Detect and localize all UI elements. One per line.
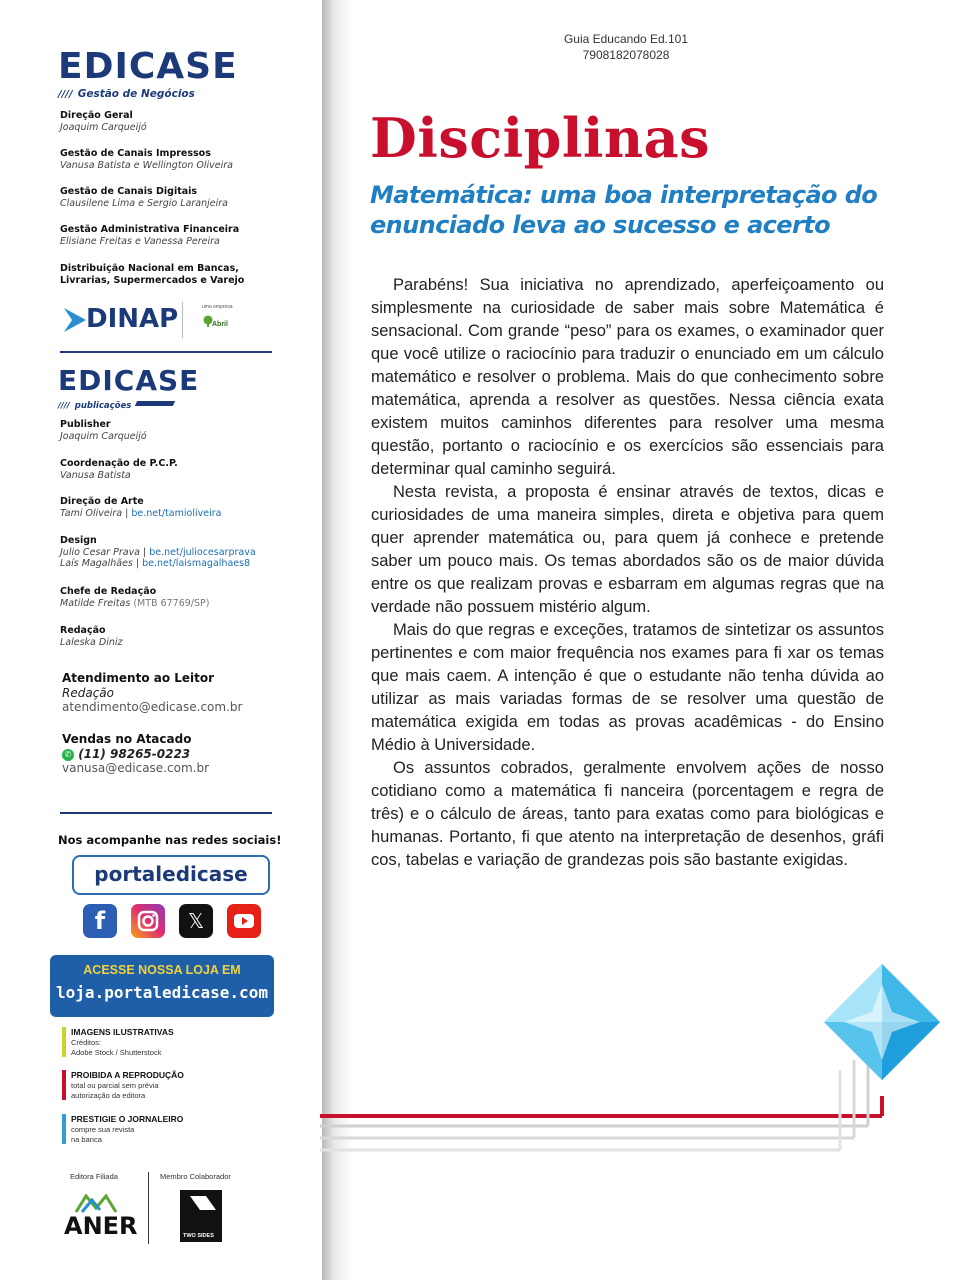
portfolio-link[interactable]: be.net/juliocesarprava [149,547,256,558]
credit-publisher [60,419,310,442]
credit-person: Julio Cesar Prava [60,547,141,558]
credit-adm-financeira [60,224,310,247]
dinap-logo [62,302,272,340]
notice-text: Créditos: [71,1038,102,1047]
credit-name: Elisiane Freitas e Vanessa Pereira [60,236,220,247]
credit-role: Design [60,535,97,546]
credit-canais-digitais [60,186,310,209]
logo-sub-text: Gestão de Negócios [77,88,195,100]
notice-title: IMAGENS ILUSTRATIVAS [71,1027,174,1037]
social-title: Nos acompanhe nas redes sociais! [58,833,282,847]
divider [182,302,183,338]
page-subtitle: Matemática: uma boa interpretação do enunciado leva ao sucesso e acerto [370,181,878,239]
star-diamond-icon [824,964,940,1080]
notice-reproduction [62,1070,291,1100]
shop-line1: ACESSE NOSSA LOJA EM [83,963,241,977]
credit-pcp [60,458,310,481]
credit-redacao [60,625,310,648]
youtube-icon[interactable] [227,904,261,938]
wholesale-phone[interactable]: (11) 98265-0223 [78,747,191,761]
credit-canais-impressos [60,148,310,171]
divider [148,1172,149,1244]
notice-text: na banca [71,1134,102,1144]
wholesale-email[interactable]: vanusa@edicase.com.br [62,761,209,775]
wholesale-info [62,732,312,776]
credit-role: Direção Geral [60,110,133,121]
edicase-gestao-logo [58,48,238,101]
divider [60,812,272,814]
edicase-publicacoes-logo [58,366,199,412]
issue-title: Guia Educando Ed.101 [563,32,689,46]
facebook-icon[interactable]: f [83,904,117,938]
wholesale-title: Vendas no Atacado [62,732,192,746]
credit-design [60,535,310,569]
reader-service-name: Redação [62,686,114,700]
article-paragraph: Nesta revista, a proposta é ensinar através de textos, dicas e curiosidades de uma maneira simples, direta e objetiva para quem quer aprender matemática ou, para quem já conhece e pretende saber um pouco mais. Os temas abordados são os de maior dúvida entre os que realizam provas e esbarram em algumas regras que na verdade não possuem mistério algum. [371,483,884,616]
notice-text: compre sua revista [71,1125,135,1134]
credit-name: Joaquim Carqueijó [60,431,147,442]
logo-sub-text: publicações [74,401,132,411]
credit-person: Tami Oliveira [60,508,123,519]
credit-role: Redação [60,625,106,636]
credit-name: Laís Magalhães | be.net/laismagalhaes8 [60,558,251,569]
x-icon[interactable]: 𝕏 [179,904,213,938]
dinap-text: DINAP [86,304,179,334]
decorative-lines [320,1050,882,1150]
wholesale-phone-row [62,747,312,761]
logo-mark: //// [58,401,70,410]
distribution-line: Livrarias, Supermercados e Varejo [60,275,245,286]
reader-service-title: Atendimento ao Leitor [62,671,215,685]
credit-name: Laleska Diniz [60,637,123,648]
notice-title: PRESTIGIE O JORNALEIRO [71,1114,184,1124]
credit-role: Direção de Arte [60,496,144,507]
online-shop-button[interactable] [50,955,274,1017]
portfolio-link[interactable]: be.net/laismagalhaes8 [142,558,251,569]
credit-role: Coordenação de P.C.P. [60,458,178,469]
twosides-logo [180,1190,222,1242]
credit-direcao-arte [60,496,310,519]
whatsapp-icon: ✆ [62,749,74,761]
credit-role: Gestão Administrativa Financeira [60,224,240,235]
logo-bar [135,401,175,406]
abril-tag: uma empresa [202,304,233,310]
article-paragraph: Parabéns! Sua iniciativa no aprendizado, aperfeiçoamento ou simplesmente na curiosidade de saber mais sobre Matemática é sensacional. Com grande “peso” para os exames, o examinador quer que você utilize o raciocínio para traduzir o enunciado em um cálculo matemático e resolver o problema. Mais do que conhecimento sobre matemática, aprenda a resolver as questões. Nessa ciência exata existem muitos caminhos diferentes para resolver uma mesma questão, portanto o raciocínio e os exercícios são essenciais para determinar qual caminho seguirá. [371,276,884,478]
reader-service [62,671,312,715]
page-title: Disciplinas [370,106,711,170]
article-paragraph: Mais do que regras e exceções, tratamos de sintetizar os assuntos pertinentes e com maior frequência nos exames para fi xar os temas que mais caem. A intenção é que o estudante não tenha dúvida ao utilizar as mais variadas formas de se resolver uma questão de matemática exigida em todas as provas acadêmicas - do Ensino Médio à Universidade. [371,621,884,754]
decorative-corner [320,960,954,1280]
credit-name [60,598,310,609]
credit-name: Vanusa Batista e Wellington Oliveira [60,160,234,171]
reader-service-email[interactable]: atendimento@edicase.com.br [62,700,243,714]
affiliation-label: Editora Filiada [70,1172,118,1181]
issue-info [490,31,762,63]
credit-person: Matilde Freitas [60,598,131,609]
portfolio-link[interactable]: be.net/tamioliveira [131,508,222,519]
distribution-info [60,263,310,287]
notice-newsstand [62,1114,291,1144]
credit-name: Vanusa Batista [60,470,131,481]
divider [60,351,272,353]
credit-role: Publisher [60,419,111,430]
credit-role: Gestão de Canais Impressos [60,148,211,159]
credit-person: Laís Magalhães [60,558,133,569]
notice-text: autorização da editora [71,1090,146,1100]
credit-name: Tami Oliveira | be.net/tamioliveira [60,508,222,519]
portal-link-button[interactable]: portaledicase [72,855,270,895]
aner-mark-icon [72,1190,122,1214]
notice-title: PROIBIDA A REPRODUÇÃO [71,1070,184,1080]
aner-logo-text: ANER [64,1212,138,1240]
credit-direcao-geral [60,110,310,133]
shop-url: loja.portaledicase.com [56,983,268,1002]
notice-text: total ou parcial sem prévia [71,1081,159,1090]
logo-mark: //// [58,89,73,100]
instagram-icon[interactable] [131,904,165,938]
credit-name: Clausilene Lima e Sergio Laranjeira [60,198,228,209]
notice-images [62,1027,291,1057]
credit-name: Julio Cesar Prava | be.net/juliocesarprava [60,547,256,558]
notice-text: Adobe Stock / Shutterstock [71,1047,162,1057]
credit-role: Gestão de Canais Digitais [60,186,198,197]
collaborator-label: Membro Colaborador [160,1172,231,1181]
credit-mtb: (MTB 67769/SP) [133,598,210,609]
credit-name: Joaquim Carqueijó [60,122,147,133]
issue-barcode-number: 7908182078028 [582,48,670,62]
dinap-arrow-icon [62,306,88,334]
article-paragraph: Os assuntos cobrados, geralmente envolvem ações de nosso cotidiano como a matemática fi nanceira (porcentagem e regra de três) e o cálculo de áreas, tanto para exatas como para biológicas e humanas. Portanto, fi que atento na interpretação de desenhos, gráfi cos, tabelas e variação de grandezas pois são bastante exigidas. [371,759,884,869]
social-icons [83,904,263,940]
abril-text: Abril [212,321,228,328]
logo-main-text: EDICASE [58,364,200,397]
twosides-text: TWO SIDES [183,1233,214,1239]
article-body [371,274,884,872]
distribution-line: Distribuição Nacional em Bancas, [60,263,239,274]
credit-role: Chefe de Redação [60,586,157,597]
credit-chefe-redacao [60,586,310,609]
logo-main-text: EDICASE [58,46,238,87]
